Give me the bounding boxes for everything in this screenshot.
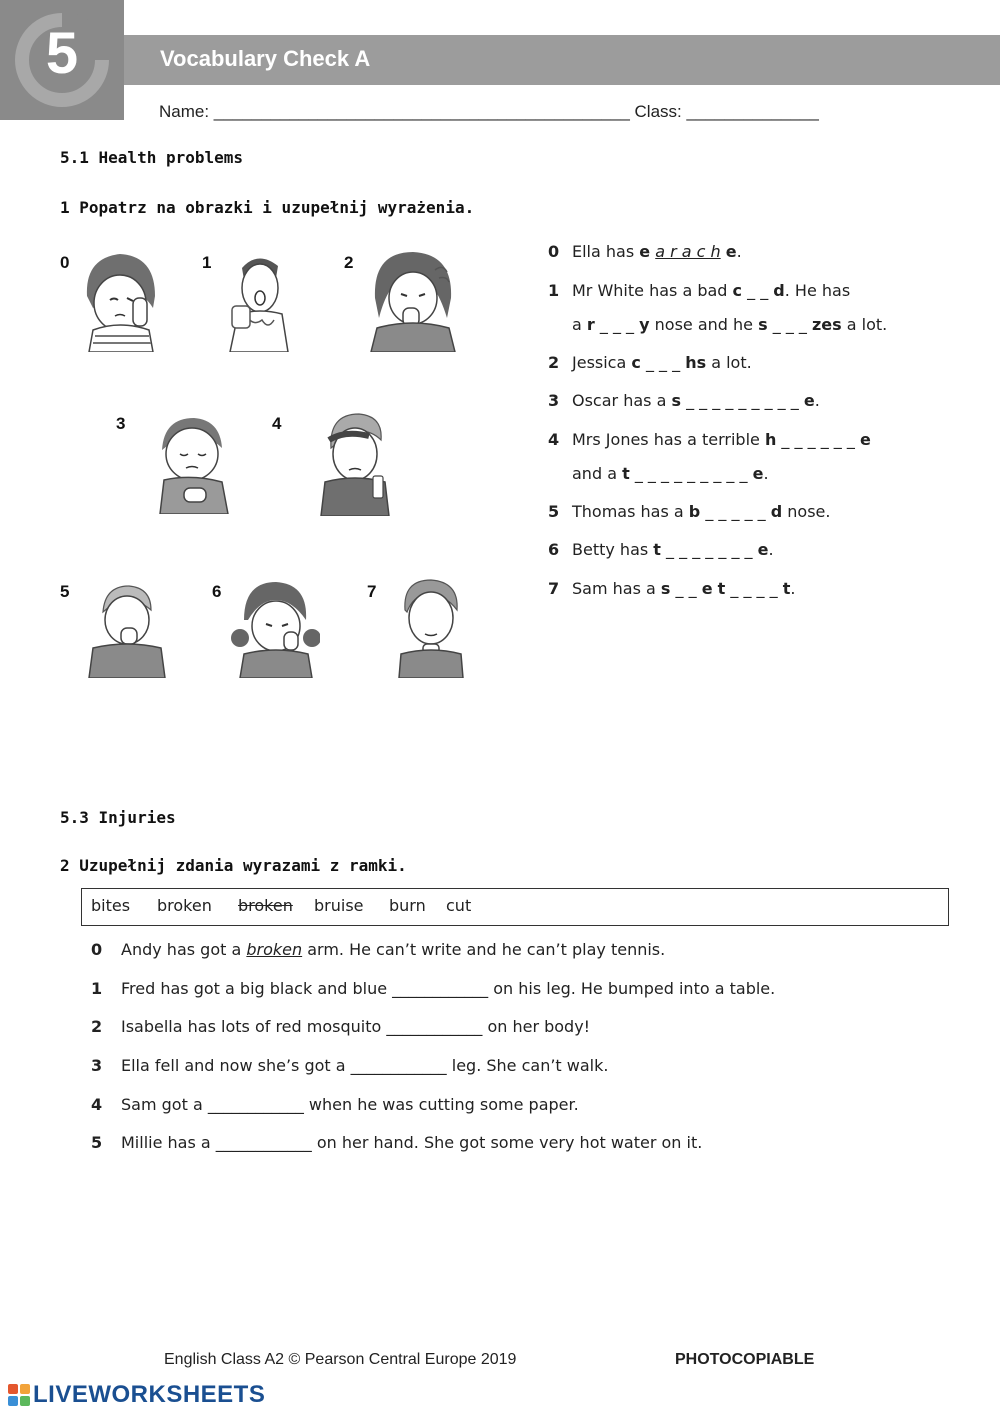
exercise1-item-5[interactable]	[548, 502, 830, 521]
exercise1-item-1-continued[interactable]	[548, 315, 887, 334]
exercise1-item-4-continued[interactable]	[548, 464, 769, 483]
sentence-text[interactable]: Fred has got a big black and blue ____________ on his leg. He bumped into a table.	[121, 979, 776, 998]
answer-gap[interactable]: _ _ _ _ _ _ _	[660, 540, 758, 559]
nosebleed-boy-illustration	[85, 582, 170, 678]
example-answer: broken	[246, 940, 303, 959]
unit-number: 5	[45, 21, 79, 86]
picture-number: 5	[60, 582, 70, 601]
answer-gap[interactable]: _ _ _	[594, 315, 640, 334]
item-text: Thomas has a	[572, 502, 689, 521]
given-letter: s	[758, 315, 768, 334]
exercise1-item-0	[548, 242, 742, 261]
exercise1-item-4[interactable]	[548, 430, 871, 449]
answer-gap[interactable]: _ _ _	[767, 315, 812, 334]
item-text: Mrs Jones has a terrible	[572, 430, 765, 449]
item-number: 4	[548, 430, 560, 449]
word-box-item: broken	[157, 896, 212, 915]
title-bar	[124, 35, 1000, 85]
given-letter: b	[688, 502, 701, 521]
headache-woman-illustration	[315, 410, 395, 516]
given-letter: t	[653, 540, 661, 559]
given-letter: r	[586, 315, 595, 334]
given-letter: t	[622, 464, 630, 483]
cough-girl-illustration	[365, 248, 460, 352]
item-number: 2	[91, 1017, 103, 1036]
given-letter: zes	[811, 315, 842, 334]
section2-task: 2 Uzupełnij zdania wyrazami z ramki.	[60, 856, 407, 875]
page-title: Vocabulary Check A	[160, 46, 371, 71]
brand-name: LIVEWORKSHEETS	[33, 1381, 266, 1408]
given-letter: c	[732, 281, 743, 300]
answer-gap[interactable]: _ _ _ _ _ _ _ _ _	[629, 464, 753, 483]
exercise1-item-6[interactable]	[548, 540, 774, 559]
given-letter: e	[859, 430, 871, 449]
section2-heading: 5.3 Injuries	[60, 808, 176, 827]
toothache-girl-illustration	[230, 578, 320, 678]
sentence-text[interactable]: Ella fell and now she’s got a ____________ leg. She can’t walk.	[121, 1056, 609, 1075]
item-text: .	[790, 579, 796, 598]
item-number: 0	[91, 940, 103, 959]
liveworksheets-icon	[7, 1383, 31, 1407]
word-box-item: burn	[389, 896, 426, 915]
given-letter: e	[701, 579, 713, 598]
item-text: .	[768, 540, 774, 559]
item-text: . He has	[784, 281, 851, 300]
item-text: a lot.	[841, 315, 888, 334]
sentence-text[interactable]: Isabella has lots of red mosquito ____________ on her body!	[121, 1017, 591, 1036]
exercise1-item-3[interactable]	[548, 391, 820, 410]
answer-gap[interactable]: _ _	[742, 281, 774, 300]
item-text: nose and he	[649, 315, 759, 334]
footer-photocopiable: PHOTOCOPIABLE	[675, 1351, 815, 1368]
item-text: Mr White has a bad	[572, 281, 733, 300]
given-letter: y	[639, 315, 650, 334]
item-number: 3	[91, 1056, 103, 1075]
given-letter: e	[752, 464, 764, 483]
item-text: Betty has	[572, 540, 654, 559]
stomachache-boy-illustration	[150, 412, 235, 514]
item-text: .	[763, 464, 769, 483]
answer-gap[interactable]: _ _	[670, 579, 702, 598]
picture-number: 4	[272, 414, 282, 433]
name-class-line[interactable]: Name: ____________________________________________ Class: ______________	[159, 102, 819, 121]
item-number: 4	[91, 1095, 103, 1114]
given-letter: d	[773, 281, 785, 300]
item-number: 5	[91, 1133, 103, 1152]
given-letter: s	[671, 391, 681, 410]
exercise2-sentence-3[interactable]	[91, 1056, 608, 1075]
exercise2-sentence-0	[91, 940, 665, 959]
footer-copyright: English Class A2 © Pearson Central Europe 2019	[164, 1351, 517, 1368]
word-box-item: bites	[91, 896, 131, 915]
word-box-item: cut	[446, 896, 472, 915]
picture-number: 0	[60, 253, 70, 272]
example-answer: a r a c h	[655, 242, 721, 261]
given-letter: e	[803, 391, 815, 410]
item-text: .	[814, 391, 820, 410]
item-number: 2	[548, 353, 560, 372]
unit-badge	[0, 0, 124, 120]
exercise2-sentence-1[interactable]	[91, 979, 775, 998]
given-letter: s	[660, 579, 671, 598]
exercise1-item-7[interactable]	[548, 579, 795, 598]
item-number: 7	[548, 579, 560, 598]
item-text: Ella has	[572, 242, 640, 261]
item-number: 3	[548, 391, 560, 410]
answer-gap[interactable]: _ _ _ _	[725, 579, 783, 598]
given-letter: d	[770, 502, 783, 521]
given-letter: c	[631, 353, 641, 372]
cold-man-illustration	[218, 248, 298, 352]
answer-gap[interactable]: _ _ _ _ _	[700, 502, 771, 521]
sentence-text: Andy has got a	[121, 940, 247, 959]
item-number: 1	[91, 979, 103, 998]
item-number: 1	[548, 281, 560, 300]
item-text: .	[736, 242, 742, 261]
item-text: a lot.	[706, 353, 752, 372]
word-box-item: bruise	[314, 896, 364, 915]
section1-task: 1 Popatrz na obrazki i uzupełnij wyrażenia.	[60, 198, 475, 217]
item-text: Sam has a	[572, 579, 661, 598]
given-letter: t	[782, 579, 791, 598]
given-letter: h	[764, 430, 777, 449]
item-text: and a	[572, 464, 623, 483]
exercise2-sentence-4[interactable]	[91, 1095, 579, 1114]
exercise2-sentence-5[interactable]	[91, 1133, 702, 1152]
exercise2-sentence-2[interactable]	[91, 1017, 590, 1036]
sentence-text[interactable]: Sam got a ____________ when he was cutting some paper.	[121, 1095, 579, 1114]
item-number: 6	[548, 540, 560, 559]
sentence-text: arm. He can’t write and he can’t play tennis.	[302, 940, 666, 959]
picture-number: 6	[212, 582, 222, 601]
given-letter: e	[757, 540, 769, 559]
picture-number: 2	[344, 253, 354, 272]
answer-gap[interactable]: _ _ _ _ _ _	[776, 430, 860, 449]
exercise1-item-2[interactable]	[548, 353, 752, 372]
sentence-text[interactable]: Millie has a ____________ on her hand. She got some very hot water on it.	[121, 1133, 703, 1152]
word-box-item-used: broken	[238, 896, 293, 915]
item-text: a	[572, 315, 587, 334]
picture-number: 7	[367, 582, 377, 601]
answer-gap[interactable]: _ _ _	[640, 353, 686, 372]
item-text: nose.	[782, 502, 831, 521]
earache-girl-illustration	[75, 248, 165, 352]
answer-gap[interactable]: _ _ _ _ _ _ _ _ _	[680, 391, 804, 410]
item-number: 5	[548, 502, 560, 521]
item-number: 0	[548, 242, 560, 261]
section1-heading: 5.1 Health problems	[60, 148, 244, 167]
item-text: Jessica	[572, 353, 632, 372]
given-letter: hs	[685, 353, 707, 372]
sore-throat-boy-illustration	[397, 578, 465, 678]
given-letter: t	[717, 579, 726, 598]
word-box	[81, 888, 949, 926]
liveworksheets-logo[interactable]	[7, 1382, 265, 1408]
given-letter: e	[725, 242, 737, 261]
item-text: Oscar has a	[572, 391, 672, 410]
exercise1-item-1[interactable]	[548, 281, 850, 300]
picture-number: 3	[116, 414, 126, 433]
given-letter: e	[639, 242, 651, 261]
picture-number: 1	[202, 253, 212, 272]
